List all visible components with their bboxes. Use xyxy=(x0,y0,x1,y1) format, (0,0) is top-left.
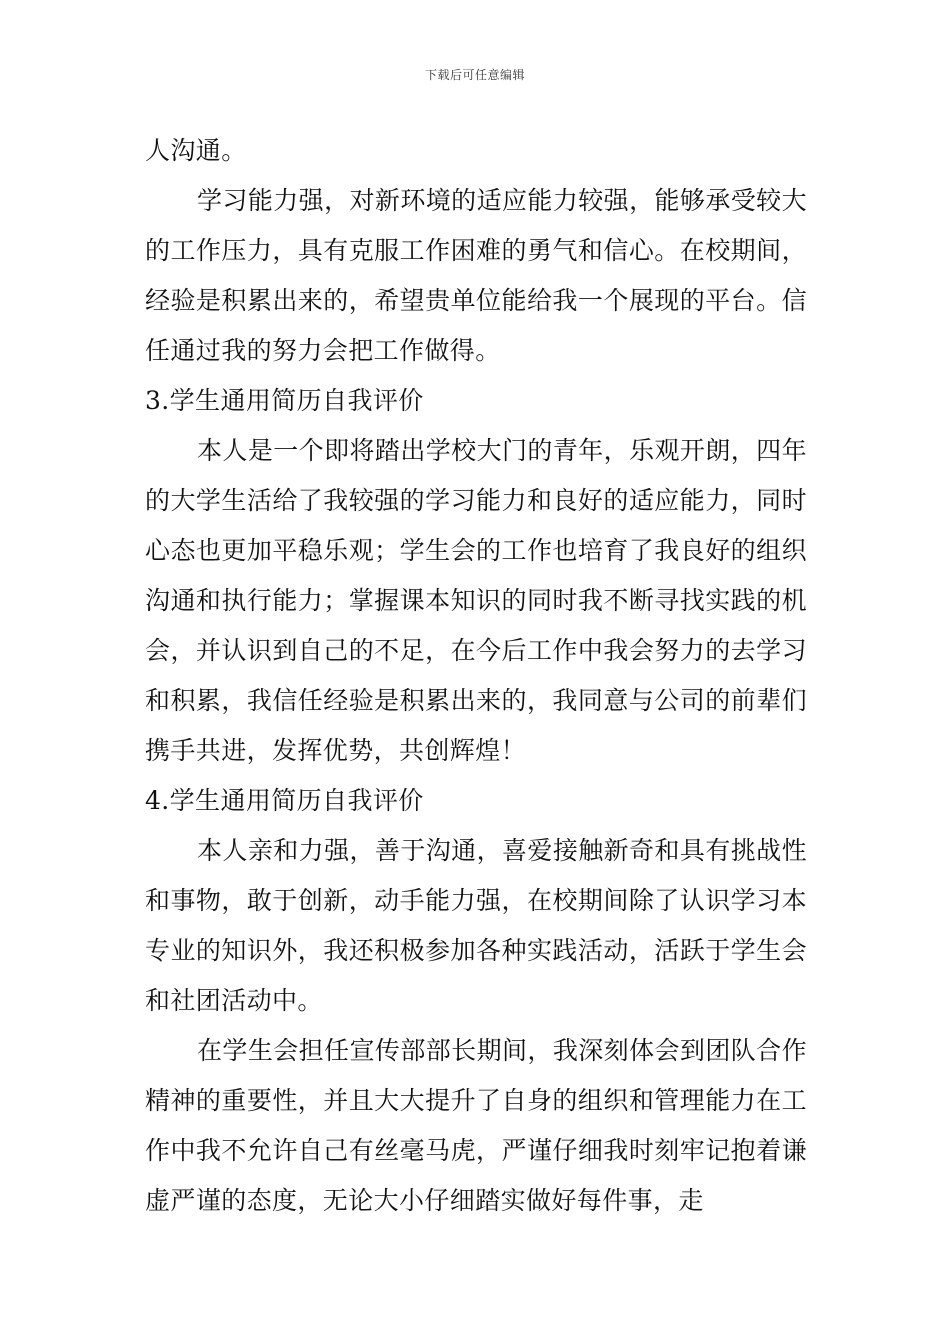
page-header: 下载后可任意编辑 xyxy=(424,68,525,82)
document-body xyxy=(145,126,807,1226)
paragraph-student-union: 在学生会担任宣传部部长期间，我深刻体会到团队合作精神的重要性，并且大大提升了自身的组织和管理能力在工作中我不允许自己有丝毫马虎，严谨仔细我时刻牢记抱着谦虚严谨的态度，无论大小仔细踏实做好每件事，走 xyxy=(145,1036,807,1215)
paragraph-self-evaluation-3: 本人是一个即将踏出学校大门的青年，乐观开朗，四年的大学生活给了我较强的学习能力和良好的适应能力，同时心态也更加平稳乐观；学生会的工作也培育了我良好的组织沟通和执行能力；掌握课本知识的同时我不断寻找实践的机会，并认识到自己的不足，在今后工作中我会努力的去学习和积累，我信任经验是积累出来的，我同意与公司的前辈们携手共进，发挥优势，共创辉煌！ xyxy=(145,436,807,765)
section-heading-3: 3.学生通用简历自我评价 xyxy=(145,386,424,415)
section-heading-4: 4.学生通用简历自我评价 xyxy=(145,786,424,815)
paragraph-learning-ability: 学习能力强，对新环境的适应能力较强，能够承受较大的工作压力，具有克服工作困难的勇气和信心。在校期间，经验是积累出来的，希望贵单位能给我一个展现的平台。信任通过我的努力会把工作做得。 xyxy=(145,186,807,365)
paragraph-continuation: 人沟通。 xyxy=(145,136,247,165)
paragraph-self-evaluation-4: 本人亲和力强，善于沟通，喜爱接触新奇和具有挑战性和事物，敢于创新，动手能力强，在校期间除了认识学习本专业的知识外，我还积极参加各种实践活动，活跃于学生会和社团活动中。 xyxy=(145,836,807,1015)
